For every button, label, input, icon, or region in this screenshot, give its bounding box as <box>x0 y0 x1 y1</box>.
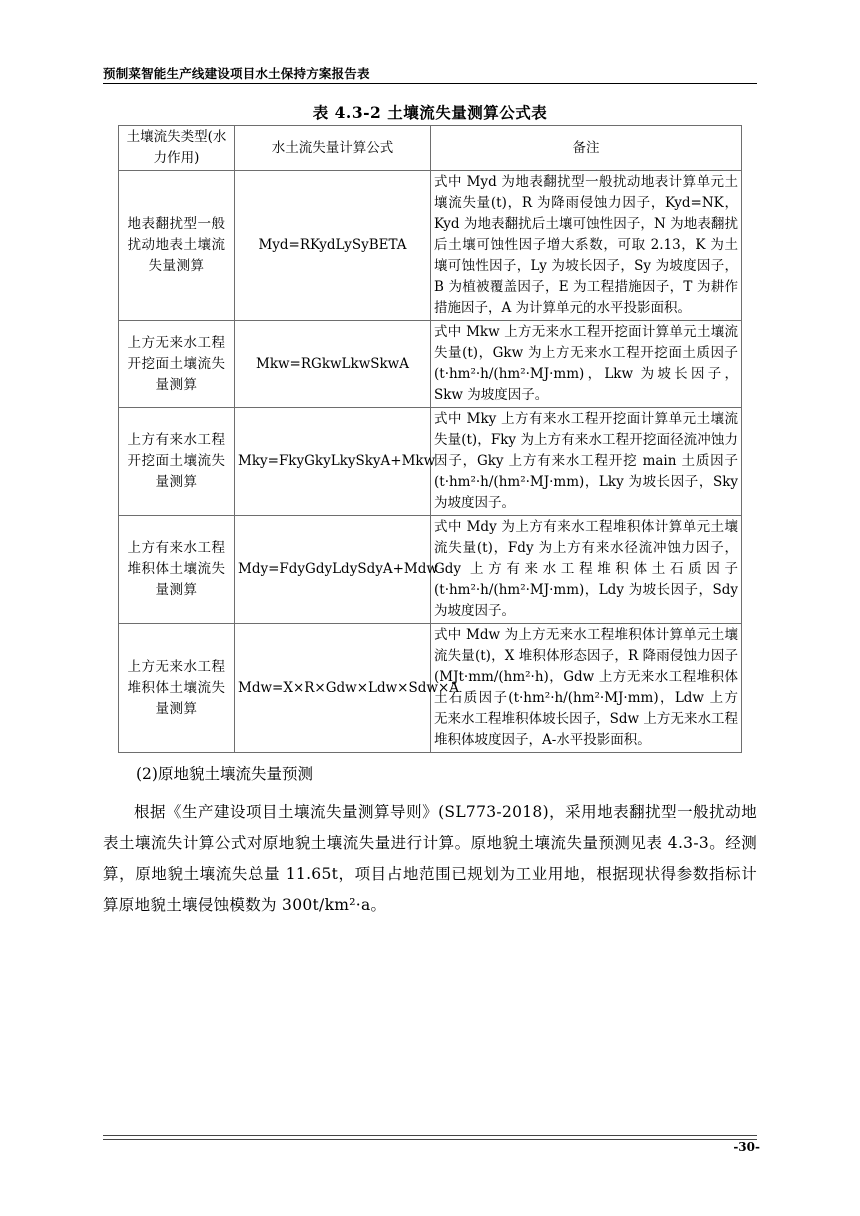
note-cell: 式中 Mdw 为上方无来水工程堆积体计算单元土壤流失量(t)，X 堆积体形态因子，R 降雨侵蚀力因子(MJt·mm/(hm²·h)，Gdw 上方无来水工程堆积体土石质因子(t·hm²·h/(hm²·MJ·mm)，Ldw 上方无来水工程堆积体坡长因子，Sdw 上方无来水工程堆积体坡度因子，A-水平投影面积。 <box>431 624 742 753</box>
note-cell: 式中 Mky 上方有来水工程开挖面计算单元土壤流失量(t)，Fky 为上方有来水工程开挖面径流冲蚀力因子，Gky 上方有来水工程开挖 main 土质因子(t·hm²·h/(hm²·MJ·mm)，Lky 为坡长因子，Sky 为坡度因子。 <box>431 408 742 516</box>
formula-cell: Mdy=FdyGdyLdySdyA+Mdw <box>235 516 431 624</box>
type-cell: 上方无来水工程开挖面土壤流失量测算 <box>119 321 235 408</box>
note-cell: 式中 Myd 为地表翻扰型一般扰动地表计算单元土壤流失量(t)，R 为降雨侵蚀力因子，Kyd=NK，Kyd 为地表翻扰后土壤可蚀性因子，N 为地表翻扰后土壤可蚀性因子增大系数，可取 2.13，K 为土壤可蚀性因子，Ly 为坡长因子，Sy 为坡度因子，B 为植被覆盖因子，E 为工程措施因子，T 为耕作措施因子，A 为计算单元的水平投影面积。 <box>431 171 742 321</box>
body-paragraph: 根据《生产建设项目土壤流失量测算导则》(SL773-2018)，采用地表翻扰型一般扰动地表土壤流失计算公式对原地貌土壤流失量进行计算。原地貌土壤流失量预测见表 4.3-3。经测算，原地貌土壤流失总量 11.65t，项目占地范围已规划为工业用地，根据现状得参数指标计算原地貌土壤侵蚀模数为 300t/km²·a。 <box>103 803 757 914</box>
type-cell: 地表翻扰型一般扰动地表土壤流失量测算 <box>119 171 235 321</box>
column-header-note: 备注 <box>431 126 742 171</box>
formula-cell: Myd=RKydLySyBETA <box>235 171 431 321</box>
formula-table <box>118 125 742 753</box>
table-row <box>119 171 742 321</box>
table-row <box>119 624 742 753</box>
footer-rule <box>103 1135 757 1136</box>
table-header-row <box>119 126 742 171</box>
table-caption: 表 4.3-2 土壤流失量测算公式表 <box>312 103 548 122</box>
note-cell: 式中 Mkw 上方无来水工程开挖面计算单元土壤流失量(t)，Gkw 为上方无来水工程开挖面土质因子(t·hm²·h/(hm²·MJ·mm)，Lkw 为坡长因子，Skw 为坡度因子。 <box>431 321 742 408</box>
type-cell: 上方有来水工程开挖面土壤流失量测算 <box>119 408 235 516</box>
table-row <box>119 321 742 408</box>
page-number: -30- <box>733 1140 760 1154</box>
column-header-type: 土壤流失类型(水力作用) <box>119 126 235 171</box>
table-row <box>119 516 742 624</box>
footer-rule <box>103 1139 757 1140</box>
type-cell: 上方无来水工程堆积体土壤流失量测算 <box>119 624 235 753</box>
document-header-title: 预制菜智能生产线建设项目水土保持方案报告表 <box>103 66 370 81</box>
table-row <box>119 408 742 516</box>
formula-cell: Mdw=X×R×Gdw×Ldw×Sdw×A <box>235 624 431 753</box>
type-cell: 上方有来水工程堆积体土壤流失量测算 <box>119 516 235 624</box>
section-heading: (2)原地貌土壤流失量预测 <box>136 765 313 783</box>
header-rule <box>103 83 757 84</box>
formula-cell: Mky=FkyGkyLkySkyA+Mkw <box>235 408 431 516</box>
note-cell: 式中 Mdy 为上方有来水工程堆积体计算单元土壤流失量(t)，Fdy 为上方有来水径流冲蚀力因子，Gdy 上方有来水工程堆积体土石质因子(t·hm²·h/(hm²·MJ·mm)，Ldy 为坡长因子，Sdy 为坡度因子。 <box>431 516 742 624</box>
column-header-formula: 水土流失量计算公式 <box>235 126 431 171</box>
formula-cell: Mkw=RGkwLkwSkwA <box>235 321 431 408</box>
